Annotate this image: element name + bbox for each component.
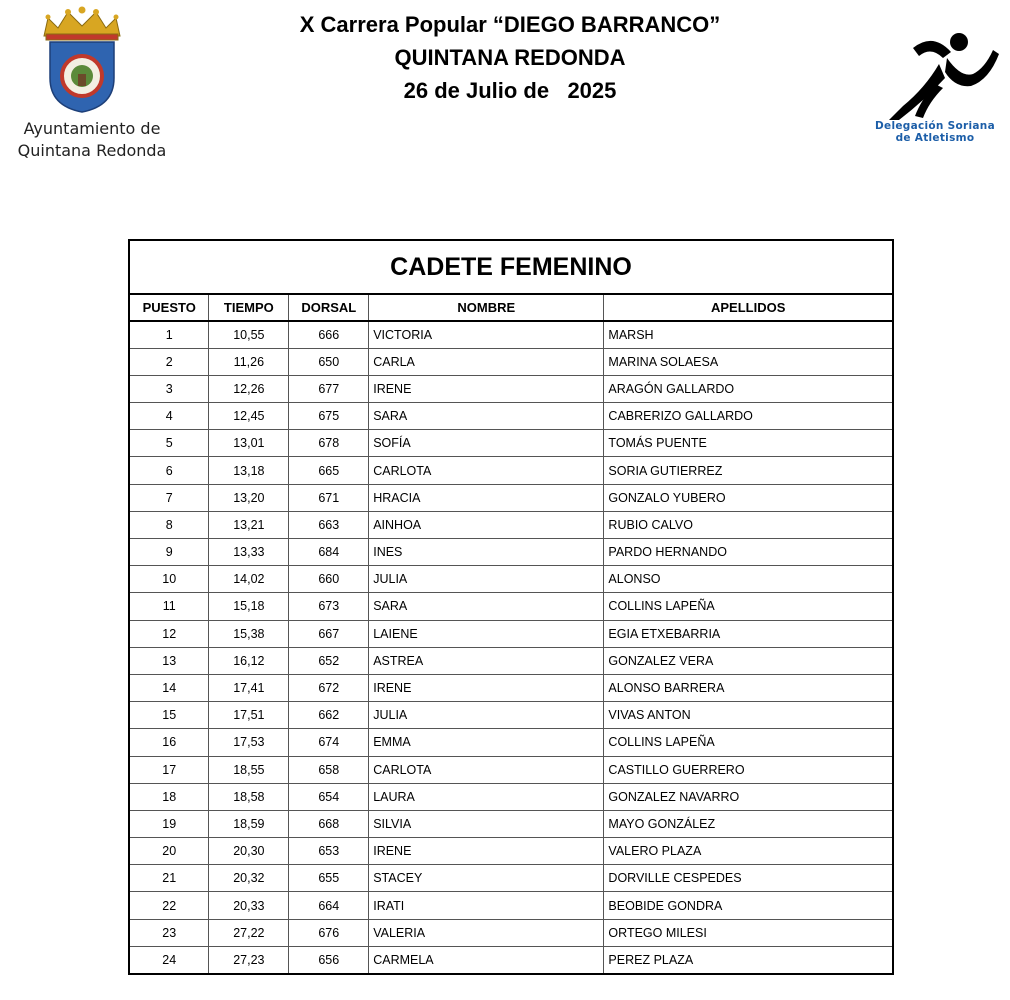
table-row xyxy=(129,375,893,402)
cell-puesto: 15 xyxy=(129,702,209,729)
table-row xyxy=(129,457,893,484)
cell-tiempo: 20,32 xyxy=(209,865,289,892)
cell-dorsal: 654 xyxy=(289,783,369,810)
cell-tiempo: 15,18 xyxy=(209,593,289,620)
cell-tiempo: 10,55 xyxy=(209,321,289,348)
cell-dorsal: 653 xyxy=(289,838,369,865)
cell-tiempo: 18,59 xyxy=(209,810,289,837)
table-row xyxy=(129,702,893,729)
cell-puesto: 7 xyxy=(129,484,209,511)
cell-puesto: 6 xyxy=(129,457,209,484)
cell-tiempo: 13,18 xyxy=(209,457,289,484)
event-title-line-3: 26 de Julio de 2025 xyxy=(403,78,617,103)
cell-dorsal: 656 xyxy=(289,946,369,973)
table-row xyxy=(129,919,893,946)
cell-tiempo: 12,45 xyxy=(209,403,289,430)
cell-dorsal: 678 xyxy=(289,430,369,457)
header-dorsal: DORSAL xyxy=(289,294,369,321)
table-row xyxy=(129,783,893,810)
cell-tiempo: 13,01 xyxy=(209,430,289,457)
cell-tiempo: 13,21 xyxy=(209,511,289,538)
cell-puesto: 9 xyxy=(129,539,209,566)
cell-dorsal: 684 xyxy=(289,539,369,566)
coat-of-arms-icon xyxy=(34,6,130,116)
cell-puesto: 14 xyxy=(129,674,209,701)
cell-apellidos: PEREZ PLAZA xyxy=(604,946,893,973)
cell-dorsal: 666 xyxy=(289,321,369,348)
table-row xyxy=(129,838,893,865)
table-row xyxy=(129,539,893,566)
cell-dorsal: 658 xyxy=(289,756,369,783)
cell-nombre: JULIA xyxy=(369,702,604,729)
cell-dorsal: 671 xyxy=(289,484,369,511)
cell-tiempo: 27,23 xyxy=(209,946,289,973)
cell-apellidos: VALERO PLAZA xyxy=(604,838,893,865)
cell-apellidos: COLLINS LAPEÑA xyxy=(604,593,893,620)
cell-puesto: 17 xyxy=(129,756,209,783)
cell-apellidos: GONZALEZ NAVARRO xyxy=(604,783,893,810)
cell-dorsal: 673 xyxy=(289,593,369,620)
table-row xyxy=(129,484,893,511)
cell-tiempo: 13,20 xyxy=(209,484,289,511)
cell-tiempo: 18,55 xyxy=(209,756,289,783)
cell-apellidos: ALONSO xyxy=(604,566,893,593)
municipality-line-2: Quintana Redonda xyxy=(17,141,167,160)
cell-tiempo: 14,02 xyxy=(209,566,289,593)
cell-puesto: 24 xyxy=(129,946,209,973)
cell-dorsal: 665 xyxy=(289,457,369,484)
table-row xyxy=(129,430,893,457)
cell-apellidos: ARAGÓN GALLARDO xyxy=(604,375,893,402)
cell-nombre: IRENE xyxy=(369,375,604,402)
cell-dorsal: 675 xyxy=(289,403,369,430)
cell-apellidos: MARSH xyxy=(604,321,893,348)
results-body xyxy=(129,321,893,974)
category-row xyxy=(129,240,893,294)
cell-apellidos: GONZALO YUBERO xyxy=(604,484,893,511)
cell-puesto: 13 xyxy=(129,647,209,674)
cell-nombre: CARLOTA xyxy=(369,457,604,484)
cell-puesto: 3 xyxy=(129,375,209,402)
cell-dorsal: 650 xyxy=(289,348,369,375)
cell-tiempo: 20,30 xyxy=(209,838,289,865)
municipality-name xyxy=(8,118,176,162)
runner-logo-icon xyxy=(885,28,1005,123)
cell-dorsal: 652 xyxy=(289,647,369,674)
cell-dorsal: 663 xyxy=(289,511,369,538)
cell-apellidos: GONZALEZ VERA xyxy=(604,647,893,674)
cell-puesto: 11 xyxy=(129,593,209,620)
cell-apellidos: COLLINS LAPEÑA xyxy=(604,729,893,756)
cell-tiempo: 17,41 xyxy=(209,674,289,701)
table-row xyxy=(129,321,893,348)
cell-tiempo: 17,53 xyxy=(209,729,289,756)
cell-nombre: LAURA xyxy=(369,783,604,810)
cell-apellidos: MAYO GONZÁLEZ xyxy=(604,810,893,837)
category-title: CADETE FEMENINO xyxy=(129,240,893,294)
header-nombre: NOMBRE xyxy=(369,294,604,321)
header-row xyxy=(129,294,893,321)
cell-nombre: SOFÍA xyxy=(369,430,604,457)
header-apellidos: APELLIDOS xyxy=(604,294,893,321)
cell-tiempo: 18,58 xyxy=(209,783,289,810)
cell-tiempo: 20,33 xyxy=(209,892,289,919)
cell-nombre: SARA xyxy=(369,403,604,430)
cell-puesto: 23 xyxy=(129,919,209,946)
cell-dorsal: 660 xyxy=(289,566,369,593)
cell-puesto: 2 xyxy=(129,348,209,375)
cell-nombre: IRENE xyxy=(369,674,604,701)
cell-apellidos: SORIA GUTIERREZ xyxy=(604,457,893,484)
table-row xyxy=(129,810,893,837)
cell-tiempo: 27,22 xyxy=(209,919,289,946)
cell-dorsal: 674 xyxy=(289,729,369,756)
cell-nombre: LAIENE xyxy=(369,620,604,647)
cell-tiempo: 16,12 xyxy=(209,647,289,674)
cell-apellidos: TOMÁS PUENTE xyxy=(604,430,893,457)
table-row xyxy=(129,865,893,892)
cell-nombre: SARA xyxy=(369,593,604,620)
table-row xyxy=(129,729,893,756)
cell-apellidos: ORTEGO MILESI xyxy=(604,919,893,946)
cell-nombre: HRACIA xyxy=(369,484,604,511)
cell-puesto: 8 xyxy=(129,511,209,538)
table-row xyxy=(129,892,893,919)
table-row xyxy=(129,647,893,674)
cell-dorsal: 672 xyxy=(289,674,369,701)
cell-tiempo: 11,26 xyxy=(209,348,289,375)
table-row xyxy=(129,620,893,647)
cell-dorsal: 667 xyxy=(289,620,369,647)
cell-dorsal: 664 xyxy=(289,892,369,919)
table-row xyxy=(129,403,893,430)
cell-dorsal: 655 xyxy=(289,865,369,892)
cell-puesto: 20 xyxy=(129,838,209,865)
association-line-1: Delegación Soriana xyxy=(875,120,995,132)
results-table xyxy=(128,239,894,975)
cell-tiempo: 12,26 xyxy=(209,375,289,402)
event-title xyxy=(200,8,820,107)
cell-nombre: SILVIA xyxy=(369,810,604,837)
table-row xyxy=(129,593,893,620)
cell-apellidos: BEOBIDE GONDRA xyxy=(604,892,893,919)
table-row xyxy=(129,511,893,538)
cell-tiempo: 15,38 xyxy=(209,620,289,647)
header-puesto: PUESTO xyxy=(129,294,209,321)
cell-apellidos: CABRERIZO GALLARDO xyxy=(604,403,893,430)
table-row xyxy=(129,674,893,701)
cell-puesto: 10 xyxy=(129,566,209,593)
association-line-2: de Atletismo xyxy=(895,132,975,144)
header-tiempo: TIEMPO xyxy=(209,294,289,321)
table-row xyxy=(129,566,893,593)
cell-tiempo: 17,51 xyxy=(209,702,289,729)
cell-puesto: 22 xyxy=(129,892,209,919)
cell-apellidos: PARDO HERNANDO xyxy=(604,539,893,566)
cell-nombre: CARLA xyxy=(369,348,604,375)
table-row xyxy=(129,348,893,375)
cell-apellidos: VIVAS ANTON xyxy=(604,702,893,729)
cell-apellidos: EGIA ETXEBARRIA xyxy=(604,620,893,647)
cell-dorsal: 662 xyxy=(289,702,369,729)
cell-apellidos: ALONSO BARRERA xyxy=(604,674,893,701)
association-name xyxy=(862,120,1008,144)
event-title-line-2: QUINTANA REDONDA xyxy=(394,45,626,70)
cell-apellidos: DORVILLE CESPEDES xyxy=(604,865,893,892)
table-row xyxy=(129,946,893,973)
cell-dorsal: 677 xyxy=(289,375,369,402)
cell-nombre: EMMA xyxy=(369,729,604,756)
cell-nombre: CARMELA xyxy=(369,946,604,973)
cell-puesto: 18 xyxy=(129,783,209,810)
cell-puesto: 4 xyxy=(129,403,209,430)
cell-nombre: INES xyxy=(369,539,604,566)
cell-nombre: IRATI xyxy=(369,892,604,919)
table-row xyxy=(129,756,893,783)
cell-nombre: JULIA xyxy=(369,566,604,593)
cell-dorsal: 676 xyxy=(289,919,369,946)
cell-apellidos: RUBIO CALVO xyxy=(604,511,893,538)
cell-nombre: CARLOTA xyxy=(369,756,604,783)
cell-tiempo: 13,33 xyxy=(209,539,289,566)
cell-puesto: 21 xyxy=(129,865,209,892)
cell-puesto: 1 xyxy=(129,321,209,348)
cell-puesto: 19 xyxy=(129,810,209,837)
cell-apellidos: CASTILLO GUERRERO xyxy=(604,756,893,783)
cell-apellidos: MARINA SOLAESA xyxy=(604,348,893,375)
cell-nombre: VICTORIA xyxy=(369,321,604,348)
cell-dorsal: 668 xyxy=(289,810,369,837)
cell-nombre: ASTREA xyxy=(369,647,604,674)
event-title-line-1: X Carrera Popular “DIEGO BARRANCO” xyxy=(299,12,721,37)
cell-nombre: STACEY xyxy=(369,865,604,892)
cell-nombre: AINHOA xyxy=(369,511,604,538)
municipality-line-1: Ayuntamiento de xyxy=(23,119,161,138)
cell-puesto: 16 xyxy=(129,729,209,756)
cell-puesto: 12 xyxy=(129,620,209,647)
cell-puesto: 5 xyxy=(129,430,209,457)
cell-nombre: VALERIA xyxy=(369,919,604,946)
cell-nombre: IRENE xyxy=(369,838,604,865)
